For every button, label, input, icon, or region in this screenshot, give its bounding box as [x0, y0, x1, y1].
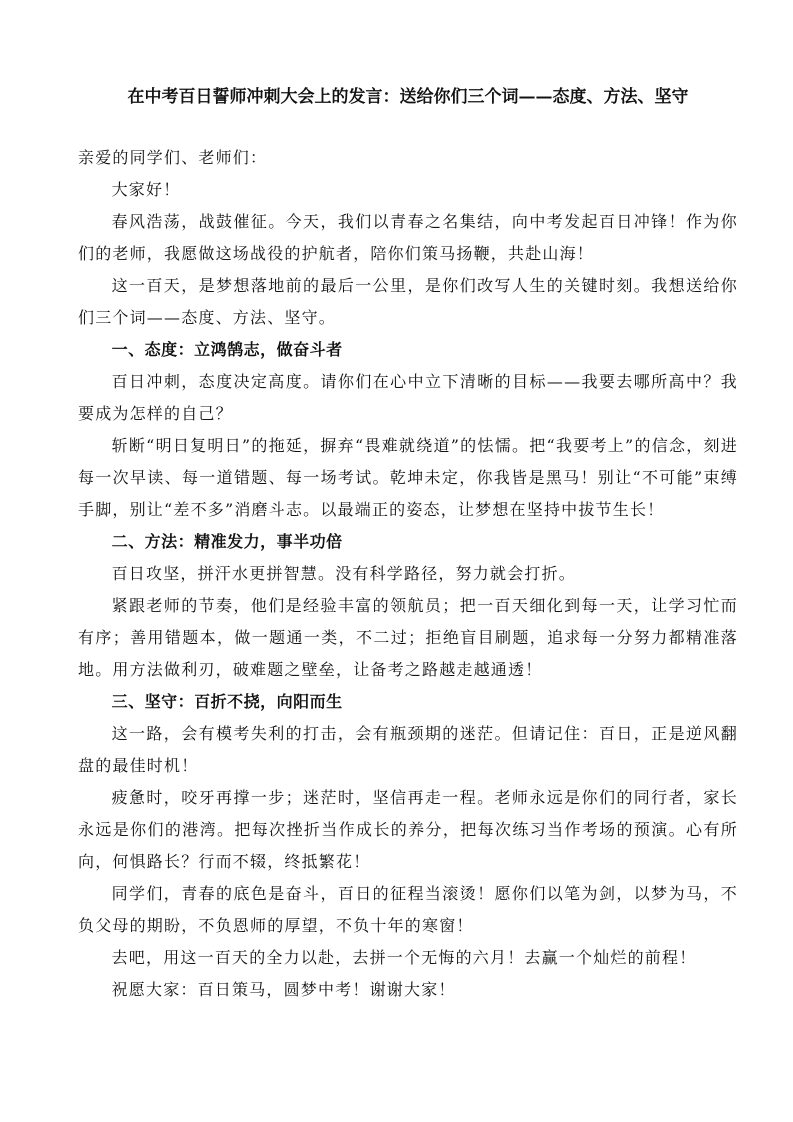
section-heading: 三、坚守：百折不挠，向阳而生 [111, 692, 343, 711]
section-paragraph: 疲惫时，咬牙再撑一步；迷茫时，坚信再走一程。老师永远是你们的同行者，家长永远是你们的港湾。把每次挫折当作成长的养分，把每次练习当作考场的预演。心有所向，何惧路长？行而不辍，终抵繁花！ [78, 788, 738, 871]
document-title: 在中考百日誓师冲刺大会上的发言：送给你们三个词——态度、方法、坚守 [127, 87, 689, 107]
section-paragraph: 百日攻坚，拼汗水更拼智慧。没有科学路径，努力就会打折。 [111, 564, 576, 583]
section-paragraph: 紧跟老师的节奏，他们是经验丰富的领航员；把一百天细化到每一天，让学习忙而有序；善用错题本，做一题通一类，不二过；拒绝盲目刷题，追求每一分努力都精准落地。用方法做利刃，破难题之壁垒，让备考之路越走越通透！ [78, 596, 738, 679]
section-perseverance [78, 686, 738, 878]
intro-paragraph: 这一百天，是梦想落地前的最后一公里，是你们改写人生的关键时刻。我想送给你们三个词——态度、方法、坚守。 [78, 276, 738, 327]
closing-paragraph: 同学们，青春的底色是奋斗，百日的征程当滚烫！愿你们以笔为剑，以梦为马，不负父母的期盼，不负恩师的厚望，不负十年的寒窗！ [78, 884, 738, 935]
closing-paragraph: 去吧，用这一百天的全力以赴，去拼一个无悔的六月！去赢一个灿烂的前程！ [111, 948, 697, 967]
greeting: 大家好！ [111, 180, 181, 199]
section-heading: 二、方法：精准发力，事半功倍 [111, 532, 343, 551]
section-heading: 一、态度：立鸿鹄志，做奋斗者 [111, 340, 343, 359]
section-paragraph: 这一路，会有模考失利的打击，会有瓶颈期的迷茫。但请记住：百日，正是逆风翻盘的最佳时机！ [78, 724, 738, 775]
closing-paragraph: 祝愿大家：百日策马，圆梦中考！谢谢大家！ [111, 980, 456, 999]
document-page [78, 82, 738, 1006]
intro-paragraph: 春风浩荡，战鼓催征。今天，我们以青春之名集结，向中考发起百日冲锋！作为你们的老师，我愿做这场战役的护航者，陪你们策马扬鞭，共赴山海！ [78, 212, 738, 263]
section-attitude [78, 334, 738, 526]
salutation: 亲爱的同学们、老师们： [78, 148, 268, 167]
section-method [78, 526, 738, 686]
section-paragraph: 百日冲刺，态度决定高度。请你们在心中立下清晰的目标——我要去哪所高中？我要成为怎样的自己？ [78, 372, 738, 423]
section-paragraph: 斩断“明日复明日”的拖延，摒弃“畏难就绕道”的怯懦。把“我要考上”的信念，刻进每一次早读、每一道错题、每一场考试。乾坤未定，你我皆是黑马！别让“不可能”束缚手脚，别让“差不多”消磨斗志。以最端正的姿态，让梦想在坚持中拔节生长！ [78, 436, 738, 519]
